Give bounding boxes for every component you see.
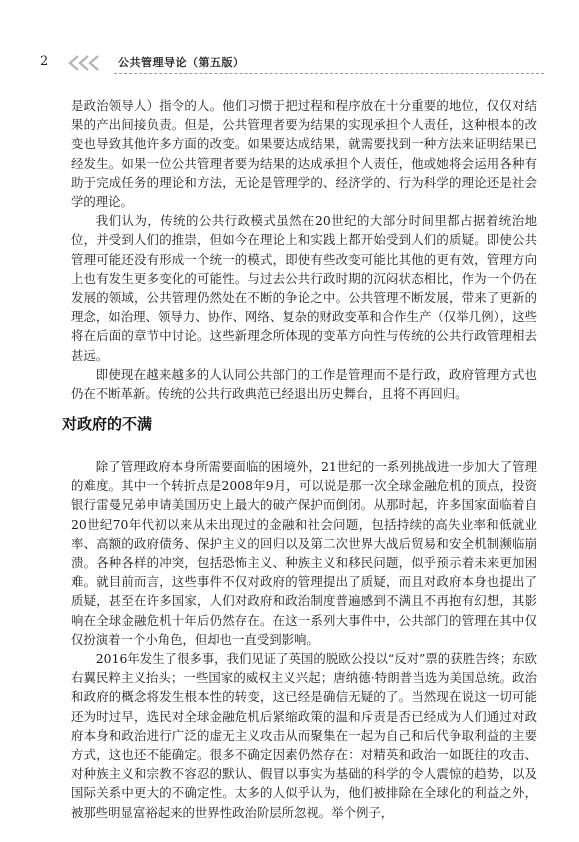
paragraph: 除了管理政府本身所需要面临的困境外，21世纪的一系列挑战进一步加大了管理的难度。其中一个转折点是2008年9月，可以说是那一次全球金融危机的顶点，投资银行雷曼兄弟申请美国历史上最大的破产保护而倒闭。从那时起，许多国家面临着自20世纪70年代初以来从未出现过的金融和社会问题，包括持续的高失业率和低就业率、高额的政府债务、保护主义的回归以及第二次世界大战后贸易和安全机制濒临崩溃。各种各样的冲突，包括恐怖主义、种族主义和移民问题，似乎预示着未来更加困难。就目前而言，这些事件不仅对政府的管理提出了质疑，而且对政府本身也提出了质疑，甚至在许多国家，人们对政府和政治制度普遍感到不满且不再抱有幻想，其影响在全球金融危机十年后仍然存在。在这一系列大事件中，公共部门的管理在其中仅仅扮演着一个小角色，但却也一直受到影响。 (71, 459, 537, 647)
running-header (40, 54, 540, 76)
chevron-ornament-icon (64, 54, 104, 72)
header-divider (114, 73, 544, 74)
body-text-bottom (71, 457, 537, 822)
paragraph: 即使现在越来越多的人认同公共部门的工作是管理而不是行政，政府管理方式也仍在不断革新。传统的公共行政典范已经退出历史舞台，且将不再回归。 (71, 366, 537, 402)
book-title: 公共管理导论（第五版） (118, 56, 245, 69)
body-text-top (71, 96, 537, 403)
page-number: 2 (40, 54, 49, 69)
paragraph: 是政治领导人）指令的人。他们习惯于把过程和程序放在十分重要的地位，仅仅对结果的产出间接负责。但是，公共管理者要为结果的实现承担个人责任，这种根本的改变也导致其他许多方面的改变。如果要达成结果，就需要找到一种方法来证明结果已经发生。如果一位公共管理者要为结果的达成承担个人责任，他或她将会运用各种有助于完成任务的理论和方法，无论是管理学的、经济学的、行为科学的理论还是社会学的理论。 (71, 98, 537, 210)
paragraph: 2016年发生了很多事，我们见证了英国的脱欧公投以“反对”票的获胜告终；东欧右翼民粹主义抬头；一些国家的威权主义兴起；唐纳德·特朗普当选为美国总统。政治和政府的概念将发生根本性的转变，这已经是确信无疑的了。当然现在说这一切可能还为时过早，选民对全球金融危机后紧缩政策的温和斥责是否已经成为人们通过对政府本身和政治进行广泛的虚无主义攻击从而聚集在一起为自己和后代争取利益的主要方式，这也还不能确定。很多不确定因素仍然存在：对精英和政治一如既往的攻击、对种族主义和宗教不容忍的默认、假冒以事实为基础的科学的令人震惊的趋势，以及国际关系中更大的不确定性。太多的人似乎认为，他们被排除在全球化的利益之外，被那些明显富裕起来的世界性政治阶层所忽视。举个例子， (71, 651, 537, 820)
section-heading: 对政府的不满 (62, 415, 153, 433)
paragraph: 我们认为，传统的公共行政模式虽然在20世纪的大部分时间里都占据着统治地位，并受到人们的推崇，但如今在理论上和实践上都开始受到人们的质疑。即使公共管理可能还没有形成一个统一的模式，即使有些改变可能比其他的更有效，管理方向上也有发生更多变化的可能性。与过去公共行政时期的沉闷状态相比，作为一个仍在发展的领域，公共管理仍然处在不断的争论之中。公共管理不断发展，带来了更新的理念，如治理、领导力、协作、网络、复杂的财政变革和合作生产（仅举几例），这些将在后面的章节中讨论。这些新理念所体现的变革方向性与传统的公共行政管理相去甚远。 (71, 213, 537, 363)
